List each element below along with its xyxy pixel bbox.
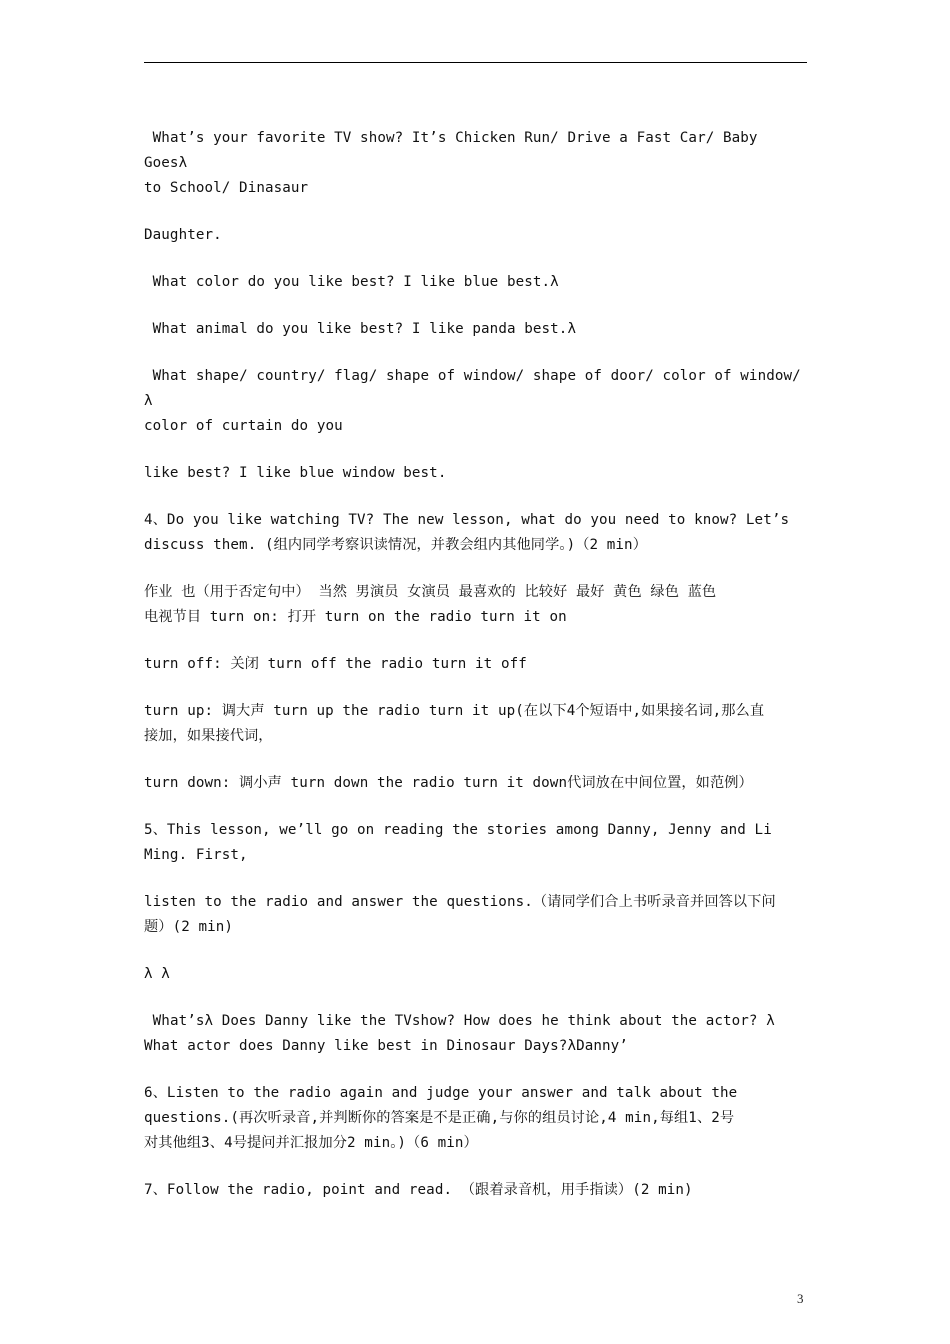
paragraph-favorite-tv-show: What’s your favorite TV show? It’s Chicken Run/ Drive a Fast Car/ Baby Goesλ to School/ Dinasaur (144, 130, 758, 196)
paragraph-step-5: 5、This lesson, we’ll go on reading the stories among Danny, Jenny and Li Ming. First, (144, 822, 772, 863)
paragraph-listen-answer: listen to the radio and answer the questions.（请同学们合上书听录音并回答以下问 题）(2 min) (144, 894, 776, 935)
paragraph-animal-best: What animal do you like best? I like panda best.λ (144, 321, 577, 337)
paragraph-shape-best: What shape/ country/ flag/ shape of window/ shape of door/ color of window/λ color of curtain do you (144, 368, 801, 434)
paragraph-step-6: 6、Listen to the radio again and judge your answer and talk about the questions.(再次听录音,并判断你的答案是不是正确,与你的组员讨论,4 min,每组1、2号 对其他组3、4号提问并汇报加分2 min。)（6 min） (144, 1085, 738, 1151)
paragraph-lambda-marks: λ λ (144, 966, 170, 982)
document-body (144, 126, 808, 1225)
paragraph-step-7: 7、Follow the radio, point and read. （跟着录音机，用手指读）(2 min) (144, 1182, 693, 1198)
paragraph-daughter: Daughter. (144, 227, 222, 243)
paragraph-vocabulary: 作业 也（用于否定句中） 当然 男演员 女演员 最喜欢的 比较好 最好 黄色 绿色 蓝色 电视节目 turn on: 打开 turn on the radio turn it on (144, 584, 717, 625)
paragraph-step-4: 4、Do you like watching TV? The new lesson, what do you need to know? Let’s discuss them. (组内同学考察识读情况，并教会组内其他同学。)（2 min） (144, 512, 790, 553)
paragraph-blue-window: like best? I like blue window best. (144, 465, 447, 481)
paragraph-color-best: What color do you like best? I like blue best.λ (144, 274, 559, 290)
header-rule (144, 62, 807, 63)
paragraph-questions: What’sλ Does Danny like the TVshow? How does he think about the actor? λ What actor does Danny like best in Dinosaur Days?λDanny’ (144, 1013, 775, 1054)
page-number: 3 (797, 1291, 804, 1306)
paragraph-turn-off: turn off: 关闭 turn off the radio turn it off (144, 656, 527, 672)
paragraph-turn-down: turn down: 调小声 turn down the radio turn it down代词放在中间位置，如范例） (144, 775, 753, 791)
paragraph-turn-up: turn up: 调大声 turn up the radio turn it up(在以下4个短语中,如果接名词,那么直 接加，如果接代词， (144, 703, 765, 744)
